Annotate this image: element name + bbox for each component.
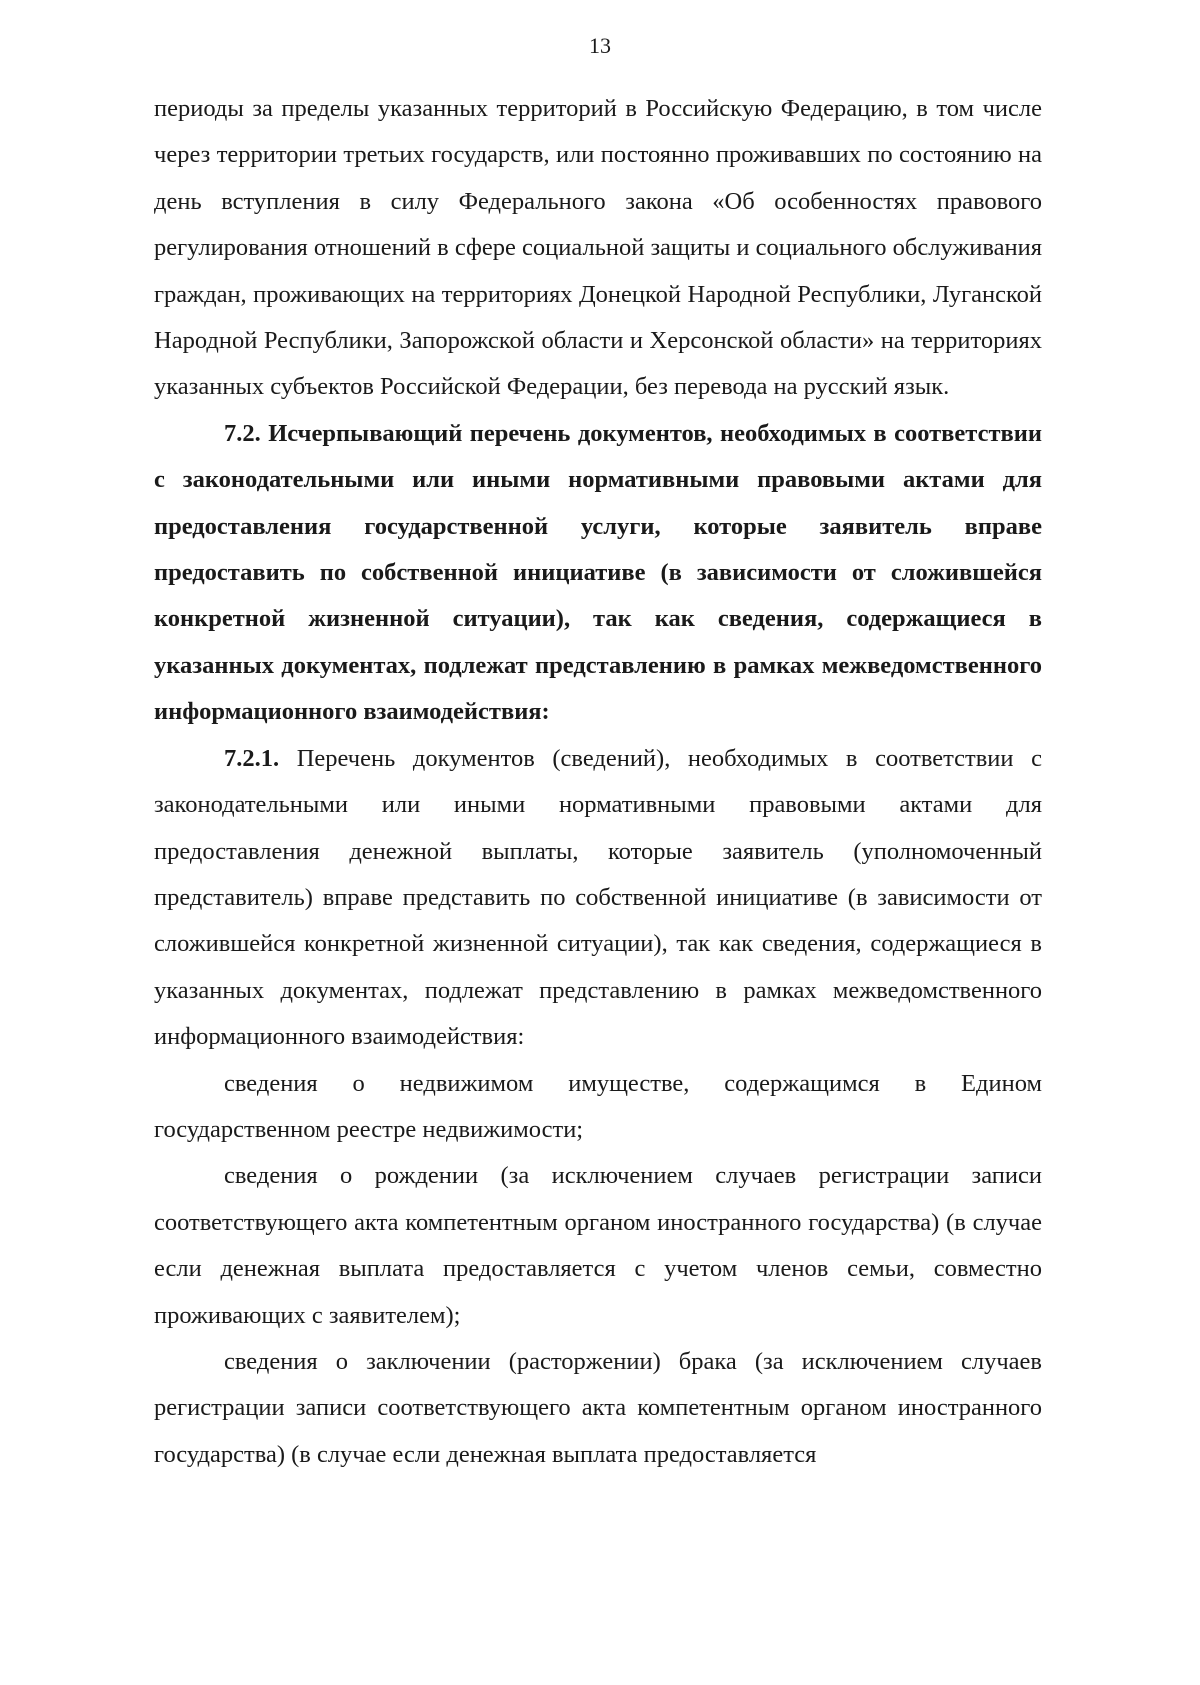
- list-item-real-estate: сведения о недвижимом имуществе, содержащимся в Едином государственном реестре недвижимости;: [154, 1069, 1042, 1143]
- clause-text: Перечень документов (сведений), необходимых в соответствии с законодательными или иными нормативными правовыми актами для предоставления денежной выплаты, которые заявитель (уполномоченный представитель) вправе представить по собственной инициативе (в зависимости от сложившейся конкретной жизненной ситуации), так как сведения, содержащиеся в указанных документах, подлежат представлению в рамках межведомственного информационного взаимодействия:: [154, 744, 1042, 1051]
- list-item-birth: сведения о рождении (за исключением случаев регистрации записи соответствующего акта компетентным органом иностранного государства) (в случае если денежная выплата предоставляется с учетом членов семьи, совместно проживающих с заявителем);: [154, 1162, 1042, 1329]
- paragraph-continuation: периоды за пределы указанных территорий в Российскую Федерацию, в том числе через территории третьих государств, или постоянно проживавших по состоянию на день вступления в силу Федерального закона «Об особенностях правового регулирования отношений в сфере социальной защиты и социального обслуживания граждан, проживающих на территориях Донецкой Народной Республики, Луганской Народной Республики, Запорожской области и Херсонской области» на территориях указанных субъектов Российской Федерации, без перевода на русский язык.: [154, 95, 1042, 401]
- section-heading-7-2: 7.2. Исчерпывающий перечень документов, необходимых в соответствии с законодательными или иными нормативными правовыми актами для предоставления государственной услуги, которые заявитель вправе предоставить по собственной инициативе (в зависимости от сложившейся конкретной жизненной ситуации), так как сведения, содержащиеся в указанных документах, подлежат представлению в рамках межведомственного информационного взаимодействия:: [154, 419, 1042, 726]
- document-body: [154, 86, 1042, 1478]
- list-item-marriage: сведения о заключении (расторжении) брака (за исключением случаев регистрации записи соответствующего акта компетентным органом иностранного государства) (в случае если денежная выплата предоставляется: [154, 1347, 1042, 1468]
- clause-number: 7.2.1.: [224, 744, 280, 772]
- paragraph-7-2-1: [154, 736, 1042, 1061]
- page-number: 13: [589, 33, 611, 58]
